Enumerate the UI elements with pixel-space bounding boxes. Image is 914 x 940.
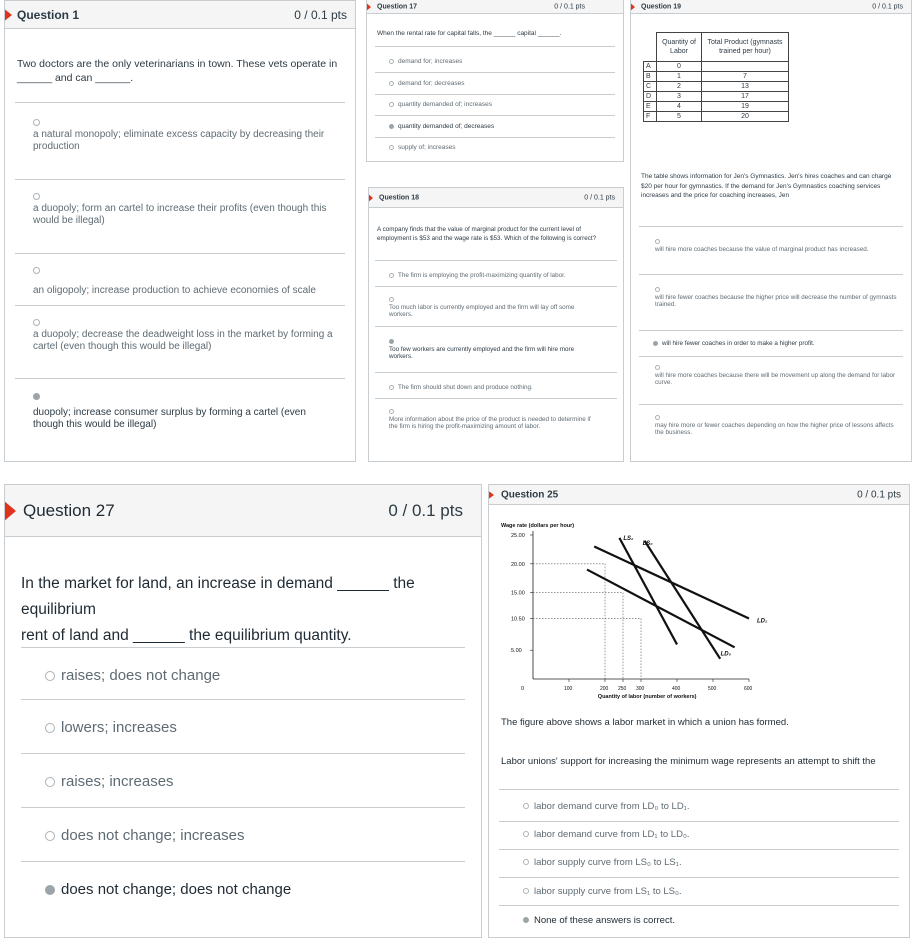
question-title: Question 18 <box>379 194 420 201</box>
flag-icon[interactable] <box>4 500 16 522</box>
question-18-panel <box>368 187 624 462</box>
question-points: 0 / 0.1 pts <box>388 500 463 520</box>
radio-button[interactable] <box>523 859 529 865</box>
radio-button[interactable] <box>389 81 394 86</box>
flag-icon[interactable] <box>630 2 635 12</box>
question-points: 0 / 0.1 pts <box>554 3 585 10</box>
radio-button[interactable] <box>655 415 660 420</box>
total-product-table <box>643 32 789 122</box>
answer-option[interactable]: lowers; increases <box>45 719 481 736</box>
answer-option[interactable]: a duopoly; form an cartel to increase their profits (even though this would be illegal) <box>33 191 335 227</box>
x-tick-label: 600 <box>744 686 753 692</box>
question-prompt: In the market for land, an increase in demand ______ the equilibrium rent of land and ______ the equilibrium quantity. <box>21 575 415 644</box>
question-19-panel <box>630 0 912 462</box>
labor-market-chart <box>497 519 767 719</box>
radio-button-selected[interactable] <box>389 339 394 344</box>
radio-button[interactable] <box>45 671 55 681</box>
answer-option[interactable]: The firm is employing the profit-maximizing quantity of labor. <box>389 272 623 279</box>
answer-option[interactable]: Too few workers are currently employed and the firm will hire more workers. <box>389 338 593 361</box>
answer-option[interactable]: labor demand curve from LD₁ to LD₀. <box>523 829 909 840</box>
radio-button[interactable] <box>389 145 394 150</box>
answer-option[interactable]: does not change; does not change <box>45 881 481 898</box>
answer-option[interactable]: will hire fewer coaches in order to make a higher profit. <box>653 340 911 347</box>
y-tick-label: 10.50 <box>511 616 525 623</box>
answer-option[interactable]: The firm should shut down and produce nothing. <box>389 384 623 391</box>
table-row: D 3 17 <box>644 92 789 102</box>
radio-button[interactable] <box>389 59 394 64</box>
question-prompt: A company finds that the value of marginal product for the current level of employment is $53 and the wage rate is $53. Which of the following is correct? <box>377 226 597 242</box>
question-title: Question 17 <box>377 3 418 10</box>
question-title: Question 27 <box>23 500 115 520</box>
answer-option[interactable]: labor supply curve from LS₁ to LS₀. <box>523 886 909 897</box>
answer-option[interactable]: supply of; increases <box>389 144 623 151</box>
answer-option[interactable]: will hire more coaches because there will be movement up along the demand for labor curve. <box>655 364 897 387</box>
x-tick-label: 250 <box>618 686 627 692</box>
radio-button[interactable] <box>389 297 394 302</box>
x-tick-label: 300 <box>636 686 645 692</box>
radio-button[interactable] <box>33 119 40 126</box>
answer-option[interactable]: quantity demanded of; increases <box>389 101 623 108</box>
question-1-header <box>5 1 355 29</box>
answer-option[interactable]: a duopoly; decrease the deadweight loss in the market by forming a cartel (even though this would be illegal) <box>33 317 335 353</box>
question-18-header <box>369 188 623 208</box>
y-tick-label: 5.00 <box>511 648 522 655</box>
question-points: 0 / 0.1 pts <box>294 7 347 22</box>
radio-button[interactable] <box>45 723 55 733</box>
flag-icon[interactable] <box>368 193 373 203</box>
radio-button[interactable] <box>655 287 660 292</box>
question-17-panel <box>366 0 624 162</box>
figure-caption: The figure above shows a labor market in which a union has formed. <box>501 717 789 728</box>
question-title: Question 1 <box>17 7 80 22</box>
radio-button[interactable] <box>33 267 40 274</box>
table-header-qty: Quantity of Labor <box>657 33 702 62</box>
table-row: A 0 <box>644 62 789 72</box>
answer-option[interactable]: raises; increases <box>45 773 481 790</box>
question-prompt: The table shows information for Jen's Gymnastics. Jen's hires coaches and can charge $20 per hour for gymnastics. If the demand for Jen's Gymnastics coaching services increases and the price for coaching increases, Jen <box>641 173 892 199</box>
radio-button[interactable] <box>389 273 394 278</box>
x-axis-label: Quantity of labor (number of workers) <box>597 694 697 700</box>
radio-button[interactable] <box>523 831 529 837</box>
answer-option[interactable]: an oligopoly; increase production to achieve economies of scale <box>33 265 335 297</box>
answer-option[interactable]: labor supply curve from LS₀ to LS₁. <box>523 857 909 868</box>
question-prompt: Two doctors are the only veterinarians in town. These vets operate in ______ and can ______. <box>17 58 338 84</box>
radio-button-selected[interactable] <box>653 341 658 346</box>
question-19-header <box>631 0 911 14</box>
question-prompt: Labor unions' support for increasing the minimum wage represents an attempt to shift the <box>501 756 876 767</box>
answer-option[interactable]: quantity demanded of; decreases <box>389 123 623 130</box>
radio-button[interactable] <box>45 777 55 787</box>
x-tick-label: 400 <box>672 686 681 692</box>
radio-button[interactable] <box>655 365 660 370</box>
flag-icon[interactable] <box>4 8 12 22</box>
table-row: B 1 7 <box>644 72 789 82</box>
y-tick-label: 25.00 <box>511 533 525 539</box>
answer-option[interactable]: demand for; increases <box>389 58 623 65</box>
radio-button[interactable] <box>523 888 529 894</box>
radio-button[interactable] <box>33 193 40 200</box>
question-title: Question 25 <box>501 489 559 500</box>
radio-button[interactable] <box>389 409 394 414</box>
flag-icon[interactable] <box>488 490 494 500</box>
question-27-header <box>5 485 481 537</box>
question-title: Question 19 <box>641 3 682 10</box>
series-label: LS₁ <box>623 535 634 542</box>
question-25-panel <box>488 484 910 938</box>
series-label: LD₁ <box>757 618 767 625</box>
series-label: LS₀ <box>642 540 653 547</box>
question-points: 0 / 0.1 pts <box>872 3 903 10</box>
table-header-tp: Total Product (gymnasts trained per hour) <box>702 33 789 62</box>
radio-button[interactable] <box>389 102 394 107</box>
radio-button-selected[interactable] <box>33 393 40 400</box>
series-line <box>594 547 749 619</box>
series-label: LD₀ <box>720 651 731 658</box>
radio-button[interactable] <box>655 239 660 244</box>
question-points: 0 / 0.1 pts <box>857 489 901 500</box>
table-row: E 4 19 <box>644 102 789 112</box>
origin-label: 0 <box>521 686 525 692</box>
answer-option[interactable]: demand for; decreases <box>389 80 623 87</box>
x-tick-label: 500 <box>708 686 717 692</box>
radio-button[interactable] <box>33 319 40 326</box>
series-line <box>587 570 735 648</box>
answer-option[interactable]: a natural monopoly; eliminate excess capacity by decreasing their production <box>33 117 335 153</box>
table-row: C 2 13 <box>644 82 789 92</box>
question-prompt: When the rental rate for capital falls, the ______ capital ______. <box>377 30 562 37</box>
question-17-header <box>367 0 623 14</box>
question-25-header <box>489 485 909 505</box>
answer-option[interactable]: labor demand curve from LD₀ to LD₁. <box>523 801 909 812</box>
y-tick-label: 20.00 <box>511 561 525 568</box>
y-tick-label: 15.00 <box>511 590 525 597</box>
answer-option[interactable]: may hire more or fewer coaches depending on how the higher price of lessons affects the business. <box>655 414 897 437</box>
radio-button-selected[interactable] <box>389 124 394 129</box>
y-axis-label: Wage rate (dollars per hour) <box>501 523 575 529</box>
radio-button[interactable] <box>45 831 55 841</box>
answer-option[interactable]: More information about the price of the product is needed to determine if the firm is hiring the profit-maximizing amount of labor. <box>389 408 601 431</box>
question-points: 0 / 0.1 pts <box>584 194 615 201</box>
radio-button[interactable] <box>389 385 394 390</box>
answer-option[interactable]: raises; does not change <box>45 667 481 684</box>
answer-option[interactable]: duopoly; increase consumer surplus by forming a cartel (even though this would be illegal) <box>33 391 335 431</box>
answer-option[interactable]: None of these answers is correct. <box>523 915 909 926</box>
radio-button[interactable] <box>523 803 529 809</box>
x-tick-label: 100 <box>564 686 573 692</box>
answer-option[interactable]: will hire more coaches because the value of marginal product has increased. <box>655 238 897 253</box>
answer-option[interactable]: will hire fewer coaches because the higher price will decrease the number of gymnasts trained. <box>655 286 897 309</box>
answer-option[interactable]: does not change; increases <box>45 827 481 844</box>
x-tick-label: 200 <box>600 686 609 692</box>
radio-button-selected[interactable] <box>523 917 529 923</box>
table-row: F 5 20 <box>644 112 789 122</box>
flag-icon[interactable] <box>366 2 371 12</box>
question-1-panel <box>4 0 356 462</box>
radio-button-selected[interactable] <box>45 885 55 895</box>
question-27-panel <box>4 484 482 938</box>
answer-option[interactable]: Too much labor is currently employed and the firm will lay off some workers. <box>389 296 593 319</box>
